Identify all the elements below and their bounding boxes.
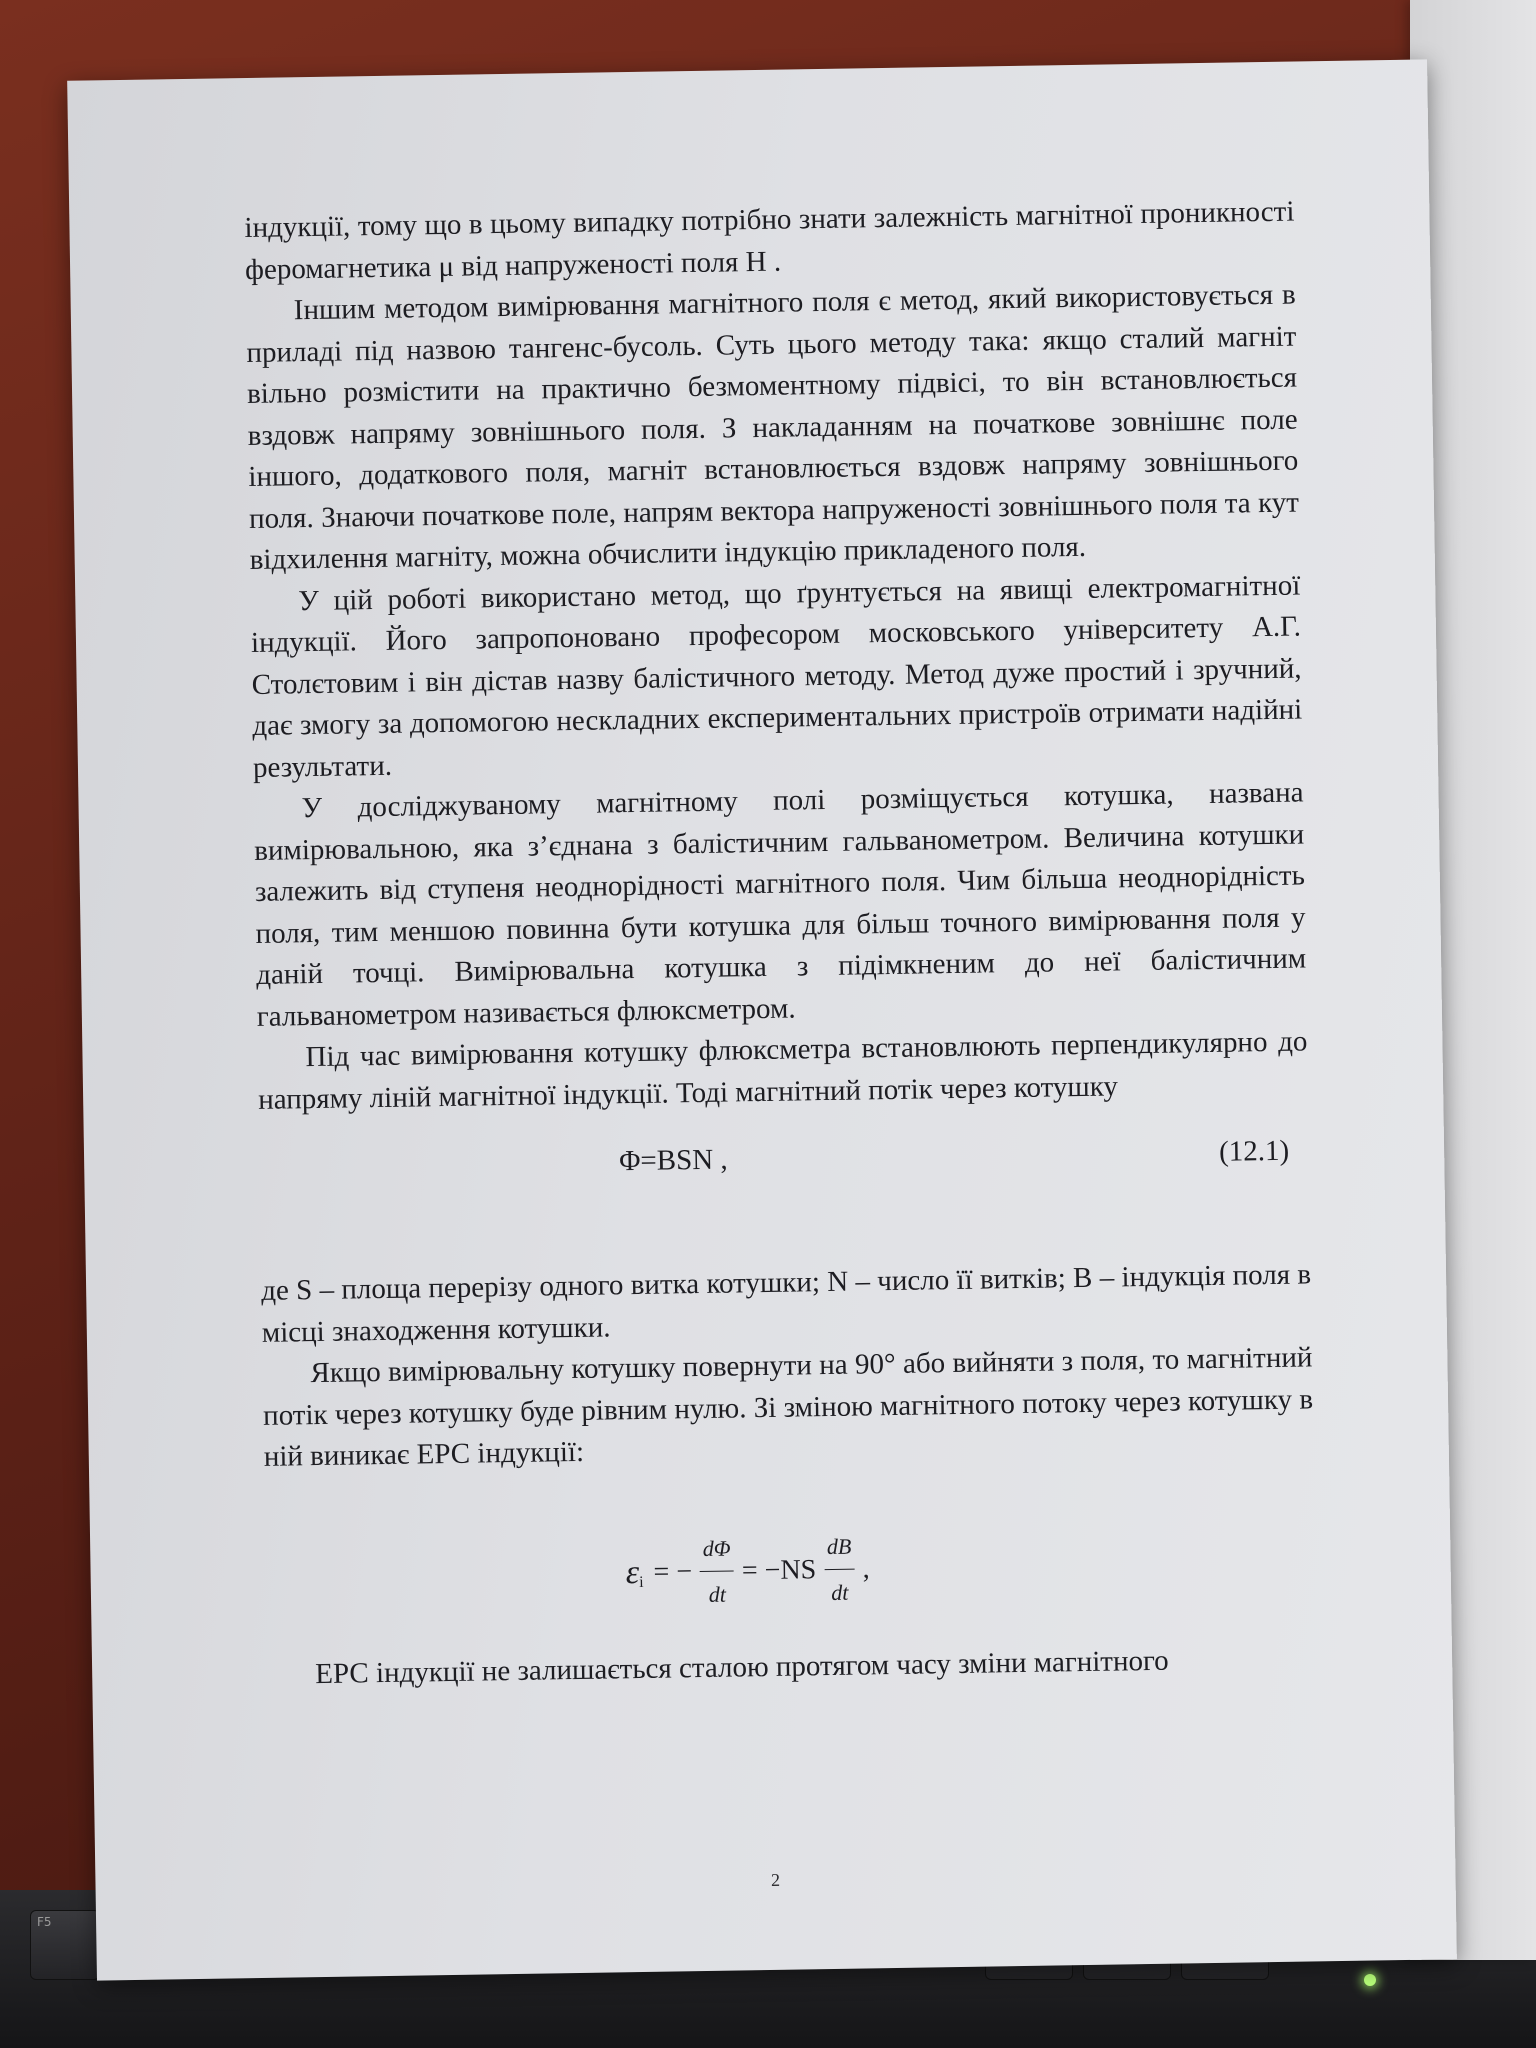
formula-flux: Φ=BSN , bbox=[618, 1143, 728, 1178]
key-f5 bbox=[30, 1910, 100, 1980]
page-body bbox=[244, 192, 1317, 1696]
page-number: 2 bbox=[770, 1869, 781, 1890]
emf-expression bbox=[625, 1525, 874, 1617]
emf-tail: , bbox=[862, 1553, 870, 1585]
formula-12-1 bbox=[259, 1104, 1310, 1216]
emf-equals-minus: = − bbox=[653, 1555, 693, 1588]
fraction-numerator: dΦ bbox=[699, 1527, 733, 1572]
fraction-db-dt bbox=[824, 1525, 856, 1613]
paragraph-8: ЕРС індукції не залишається сталою протягом часу зміни магнітного bbox=[314, 1644, 1169, 1690]
fraction-numerator: dB bbox=[824, 1525, 855, 1570]
emf-subscript: і bbox=[639, 1573, 644, 1591]
paragraph-3: У цій роботі використано метод, що ґрунтується на явищі електромагнітної індукції. Його запропоновано професором московського університету А.Г. Столєтовим і він дістав назву балістичного методу. Метод дуже простий і зручний, дає змогу за допомогою нескладних експериментальних пристроїв отримати надійні результати. bbox=[250, 568, 1303, 784]
emf-equals-ns: = −NS bbox=[741, 1553, 817, 1587]
formula-emf bbox=[265, 1488, 1317, 1654]
fraction-dphi-dt bbox=[699, 1527, 734, 1616]
paragraph-1: індукції, тому що в цьому випадку потрібно знати залежність магнітної проникності феромагнетика μ від напруженості поля H . bbox=[244, 195, 1295, 286]
paragraph-6: де S – площа перерізу одного витка котушки; N – число її витків; B – індукція поля в місці знаходження котушки. bbox=[260, 1258, 1312, 1349]
fraction-denominator: dt bbox=[708, 1581, 727, 1607]
paragraph-5: Під час вимірювання котушку флюксметра встановлюють перпендикулярно до напряму ліній магнітної індукції. Тоді магнітний потік через котушку bbox=[257, 1025, 1308, 1116]
fraction-denominator: dt bbox=[831, 1579, 849, 1605]
paragraph-4: У досліджуваному магнітному полі розміщується котушка, названа вимірювальною, яка з’єднана з балістичним гальванометром. Величина котушки залежить від ступеня неоднорідності магнітного поля. Чим більша неоднорідність поля, тим меншою повинна бути котушка для більш точного вимірювання поля у даній точці. Вимірювальна котушка з підімкненим до неї балістичним гальванометром називається флюксметром. bbox=[254, 776, 1307, 1033]
key-f5-label: F5 bbox=[37, 1915, 52, 1929]
formula-number: (12.1) bbox=[1218, 1134, 1290, 1168]
emf-symbol: ε bbox=[625, 1553, 640, 1591]
paragraph-2: Іншим методом вимірювання магнітного поля є метод, який використовується в приладі під назвою тангенс-бусоль. Суть цього методу така: якщо сталий магніт вільно розмістити на практично безмоментному підвісі, то він встановлюється вздовж напряму зовнішнього поля. З накладанням на початкове зовнішнє поле іншого, додаткового поля, магніт встановлюється вздовж напряму зовнішнього поля. Знаючи початкове поле, напрям вектора напруженості зовнішнього поля та кут відхилення магніту, можна обчислити індукцію прикладеного поля. bbox=[246, 278, 1300, 576]
paragraph-7: Якщо вимірювальну котушку повернути на 90° або вийняти з поля, то магнітний потік через котушку буде рівним нулю. Зі зміною магнітного потоку через котушку в ній виникає ЕРС індукції: bbox=[262, 1341, 1314, 1473]
indicator-light bbox=[1364, 1974, 1376, 1986]
document-page bbox=[67, 59, 1457, 1980]
